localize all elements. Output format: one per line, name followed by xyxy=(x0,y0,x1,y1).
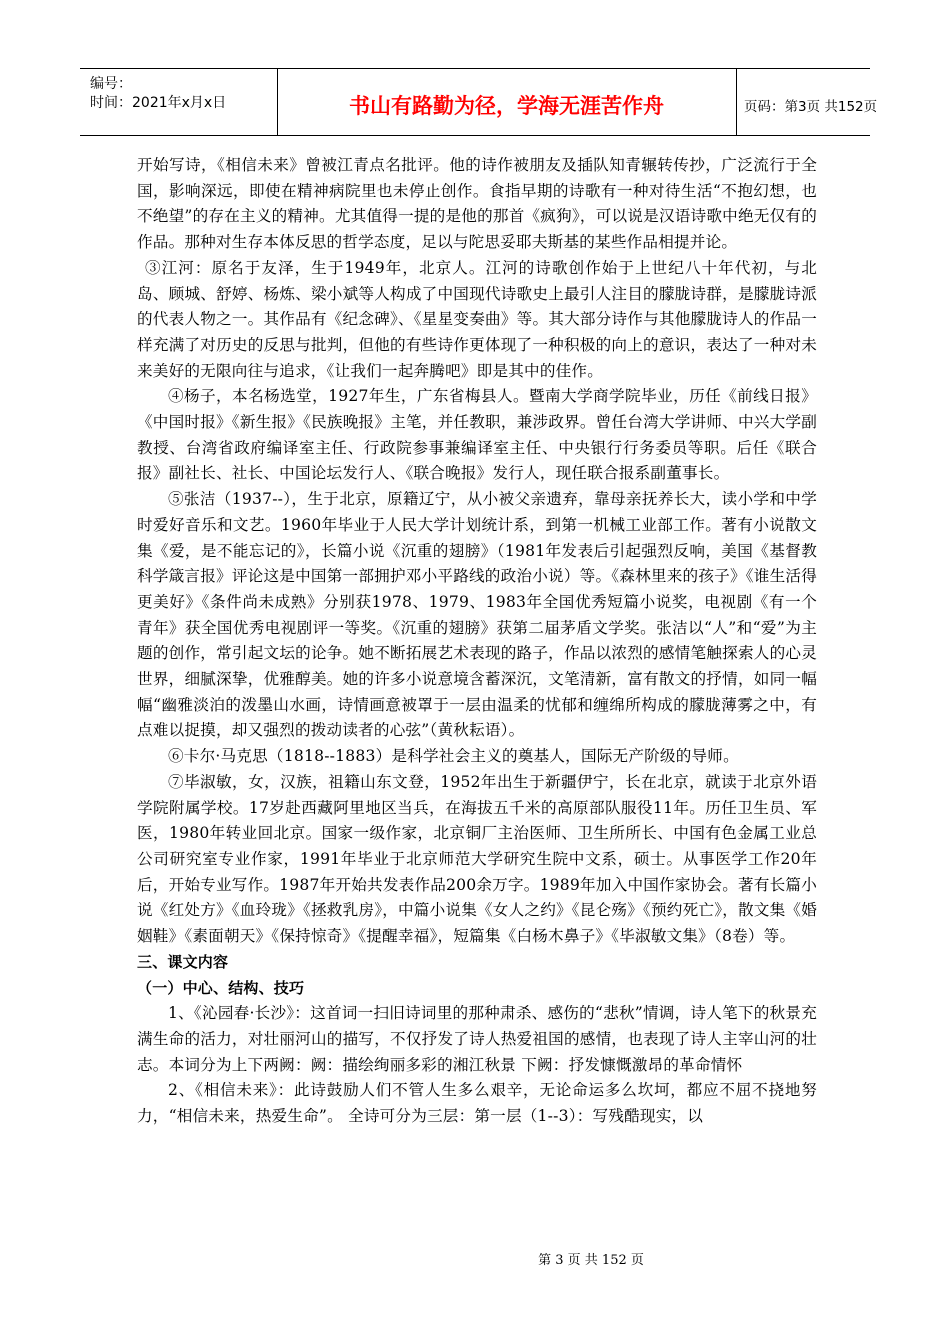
section-heading-text-content: 三、课文内容 xyxy=(137,952,229,971)
paragraph-bishumin: ⑦毕淑敏，女，汉族，祖籍山东文登，1952年出生于新疆伊宁，长在北京，就读于北京外语学院附属学校。17岁赴西藏阿里地区当兵，在海拔五千米的高原部队服役11年。历任卫生员、军医，1980年转业回北京。国家一级作家，北京铜厂主治医师、卫生所所长、中国有色金属工业总公司研究室专业作家，1991年毕业于北京师范大学研究生院中文系，硕士。从事医学工作20年后，开始专业写作。1987年开始共发表作品200余万字。1989年加入中国作家协会。著有长篇小说《红处方》《血玲珑》《拯救乳房》，中篇小说集《女人之约》《昆仑殇》《预约死亡》，散文集《婚姻鞋》《素面朝天》《保持惊奇》《提醒幸福》，短篇集《白杨木鼻子》《毕淑敏文集》（8卷）等。 xyxy=(137,772,817,946)
page-header xyxy=(80,68,878,136)
document-number-label: 编号： xyxy=(90,76,132,92)
paragraph-jianghe: ③江河：原名于友泽，生于1949年，北京人。江河的诗歌创作始于上世纪八十年代初，与北岛、顾城、舒婷、杨炼、梁小斌等人构成了中国现代诗歌史上最引人注目的朦胧诗群，是朦胧诗派的代表人物之一。其作品有《纪念碑》、《星星变奏曲》等。其大部分诗作与其他朦胧诗人的作品一样充满了对历史的反思与批判，但他的有些诗作更体现了一种积极的向上的意识，表达了一种对未来美好的无限向往与追求，《让我们一起奔腾吧》即是其中的佳作。 xyxy=(137,258,817,380)
paragraph-zhangjie: ⑤张洁（1937--），生于北京，原籍辽宁，从小被父亲遗弃，靠母亲抚养长大，读小学和中学时爱好音乐和文艺。1960年毕业于人民大学计划统计系，到第一机械工业部工作。著有小说散文集《爱，是不能忘记的》，长篇小说《沉重的翅膀》（1981年发表后引起强烈反响，美国《基督教科学箴言报》评论这是中国第一部拥护邓小平路线的政治小说）等。《森林里来的孩子》《谁生活得更美好》《条件尚未成熟》分别获1978、1979、1983年全国优秀短篇小说奖，电视剧《有一个青年》获全国优秀电视剧评一等奖。《沉重的翅膀》获第二届茅盾文学奖。张洁以“人”和“爱”为主题的创作，常引起文坛的论争。她不断拓展艺术表现的路子，作品以浓烈的感情笔触探索人的心灵世界，细腻深挚，优雅醇美。她的许多小说意境含蓄深沉，文笔清新，富有散文的抒情，如同一幅幅“幽雅淡泊的泼墨山水画，诗情画意被罩于一层由温柔的忧郁和缠绵所构成的朦胧薄雾之中，有点难以捉摸，却又强烈的拨动读者的心弦”（黄秋耘语）。 xyxy=(137,490,817,740)
footer-page-number: 第 3 页 共 152 页 xyxy=(538,1253,644,1268)
header-left-cell xyxy=(80,69,278,135)
paragraph-shizhi-continued: 开始写诗，《相信未来》曾被江青点名批评。他的诗作被朋友及插队知青辗转传抄，广泛流行于全国，影响深远，即使在精神病院里也未停止创作。食指早期的诗歌有一种对待生活“不抱幻想，也不绝望”的存在主义的精神。尤其值得一提的是他的那首《疯狗》，可以说是汉语诗歌中绝无仅有的作品。那种对生存本体反思的哲学态度，足以与陀思妥耶夫斯基的某些作品相提并论。 xyxy=(137,156,817,252)
header-motto: 书山有路勤为径，学海无涯苦作舟 xyxy=(349,94,664,118)
header-middle-cell xyxy=(277,69,737,135)
paragraph-xiangxinweilai: 2、《相信未来》：此诗鼓励人们不管人生多么艰辛，无论命运多么坎坷，都应不屈不挠地努力，“相信未来，热爱生命”。 全诗可分为三层：第一层（1--3）：写残酷现实，以 xyxy=(137,1081,817,1126)
page-footer xyxy=(0,1249,950,1268)
paragraph-qinyuanchun: 1、《沁园春·长沙》：这首词一扫旧诗词里的那种肃杀、感伤的“悲秋”情调，诗人笔下的秋景充满生命的活力，对壮丽河山的描写，不仅抒发了诗人热爱祖国的感情，也表现了诗人主宰山河的壮志。本词分为上下两阙：阙：描绘绚丽多彩的湘江秋景 下阙：抒发慷慨激昂的革命情怀 xyxy=(137,1004,817,1074)
header-page-code: 页码：第3页 共152页 xyxy=(744,99,878,115)
header-right-cell xyxy=(736,69,878,135)
subsection-heading-center-structure: （一）中心、结构、技巧 xyxy=(137,978,305,997)
paragraph-yangzi: ④杨子，本名杨选堂，1927年生，广东省梅县人。暨南大学商学院毕业，历任《前线日报》《中国时报》《新生报》《民族晚报》主笔，并任教职，兼涉政界。曾任台湾大学讲师、中兴大学副教授、台湾省政府编译室主任、行政院参事兼编译室主任、中央银行行务委员等职。后任《联合报》副社长、社长、中国论坛发行人、《联合晚报》发行人，现任联合报系副董事长。 xyxy=(137,387,817,483)
body-content xyxy=(137,153,817,1130)
document-date-label: 时间：2021年x月x日 xyxy=(90,95,227,111)
paragraph-marx: ⑥卡尔·马克思（1818--1883）是科学社会主义的奠基人，国际无产阶级的导师。 xyxy=(168,747,739,766)
